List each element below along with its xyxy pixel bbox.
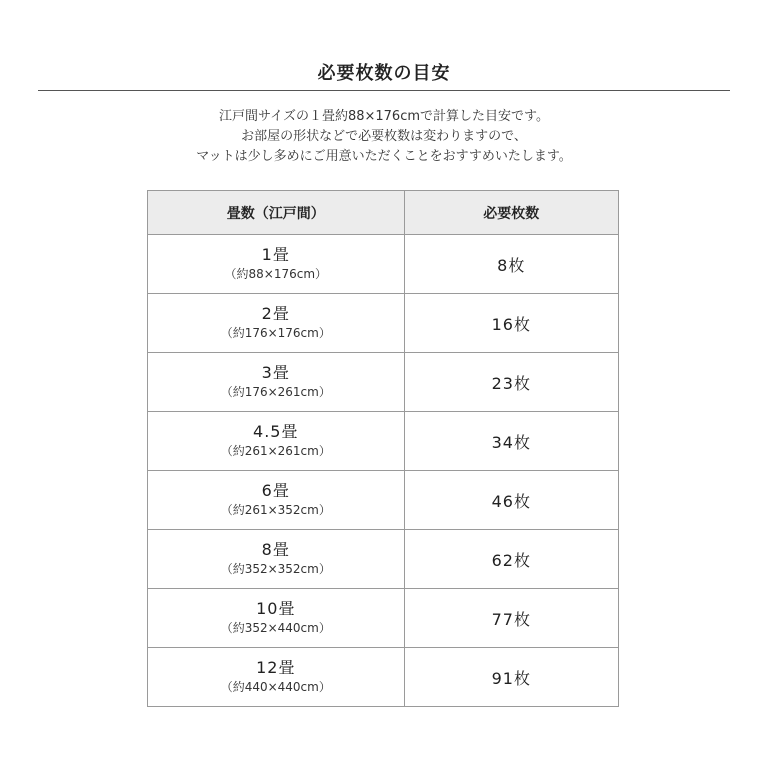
tatami-label: 2畳 — [261, 304, 290, 323]
table-row — [148, 353, 619, 412]
mat-count: 8枚 — [497, 255, 526, 275]
count-cell — [404, 648, 618, 707]
mat-count: 34枚 — [491, 432, 531, 452]
mat-count: 91枚 — [491, 668, 531, 688]
table-row — [148, 294, 619, 353]
tatami-label: 1畳 — [261, 245, 290, 264]
tatami-label: 12畳 — [256, 658, 296, 677]
tatami-cell — [148, 530, 405, 589]
required-count-table — [147, 190, 619, 707]
table-row — [148, 589, 619, 648]
count-cell — [404, 471, 618, 530]
room-size: （約261×352cm） — [220, 503, 331, 517]
mat-count: 62枚 — [491, 550, 531, 570]
count-cell — [404, 235, 618, 294]
title-divider — [38, 90, 730, 91]
count-cell — [404, 589, 618, 648]
table-row — [148, 530, 619, 589]
tatami-cell — [148, 471, 405, 530]
table-header-row — [148, 191, 619, 235]
room-size: （約352×440cm） — [220, 621, 331, 635]
mat-count: 16枚 — [491, 314, 531, 334]
table-row — [148, 412, 619, 471]
tatami-cell — [148, 589, 405, 648]
intro-line: お部屋の形状などで必要枚数は変わりますので、 — [241, 129, 527, 144]
page-title: 必要枚数の目安 — [317, 63, 451, 84]
mat-count: 46枚 — [491, 491, 531, 511]
count-cell — [404, 412, 618, 471]
tatami-label: 3畳 — [261, 363, 290, 382]
mat-count: 77枚 — [491, 609, 531, 629]
count-cell — [404, 294, 618, 353]
intro-line: マットは少し多めにご用意いただくことをおすすめいたします。 — [196, 149, 572, 164]
room-size: （約88×176cm） — [224, 267, 328, 281]
count-cell — [404, 353, 618, 412]
tatami-cell — [148, 412, 405, 471]
table-row — [148, 235, 619, 294]
table-row — [148, 471, 619, 530]
tatami-label: 10畳 — [256, 599, 296, 618]
tatami-label: 8畳 — [261, 540, 290, 559]
header-tatami-count: 畳数（江戸間） — [148, 191, 405, 235]
header-required-count: 必要枚数 — [404, 191, 618, 235]
intro-text — [0, 107, 768, 167]
room-size: （約440×440cm） — [220, 680, 331, 694]
room-size: （約261×261cm） — [220, 444, 331, 458]
room-size: （約176×176cm） — [220, 326, 331, 340]
table-row — [148, 648, 619, 707]
room-size: （約176×261cm） — [220, 385, 331, 399]
intro-line: 江戸間サイズの１畳約88×176cmで計算した目安です。 — [219, 109, 549, 124]
room-size: （約352×352cm） — [220, 562, 331, 576]
tatami-label: 6畳 — [261, 481, 290, 500]
mat-count: 23枚 — [491, 373, 531, 393]
tatami-cell — [148, 648, 405, 707]
tatami-cell — [148, 353, 405, 412]
count-cell — [404, 530, 618, 589]
tatami-cell — [148, 235, 405, 294]
tatami-label: 4.5畳 — [253, 422, 299, 441]
tatami-cell — [148, 294, 405, 353]
